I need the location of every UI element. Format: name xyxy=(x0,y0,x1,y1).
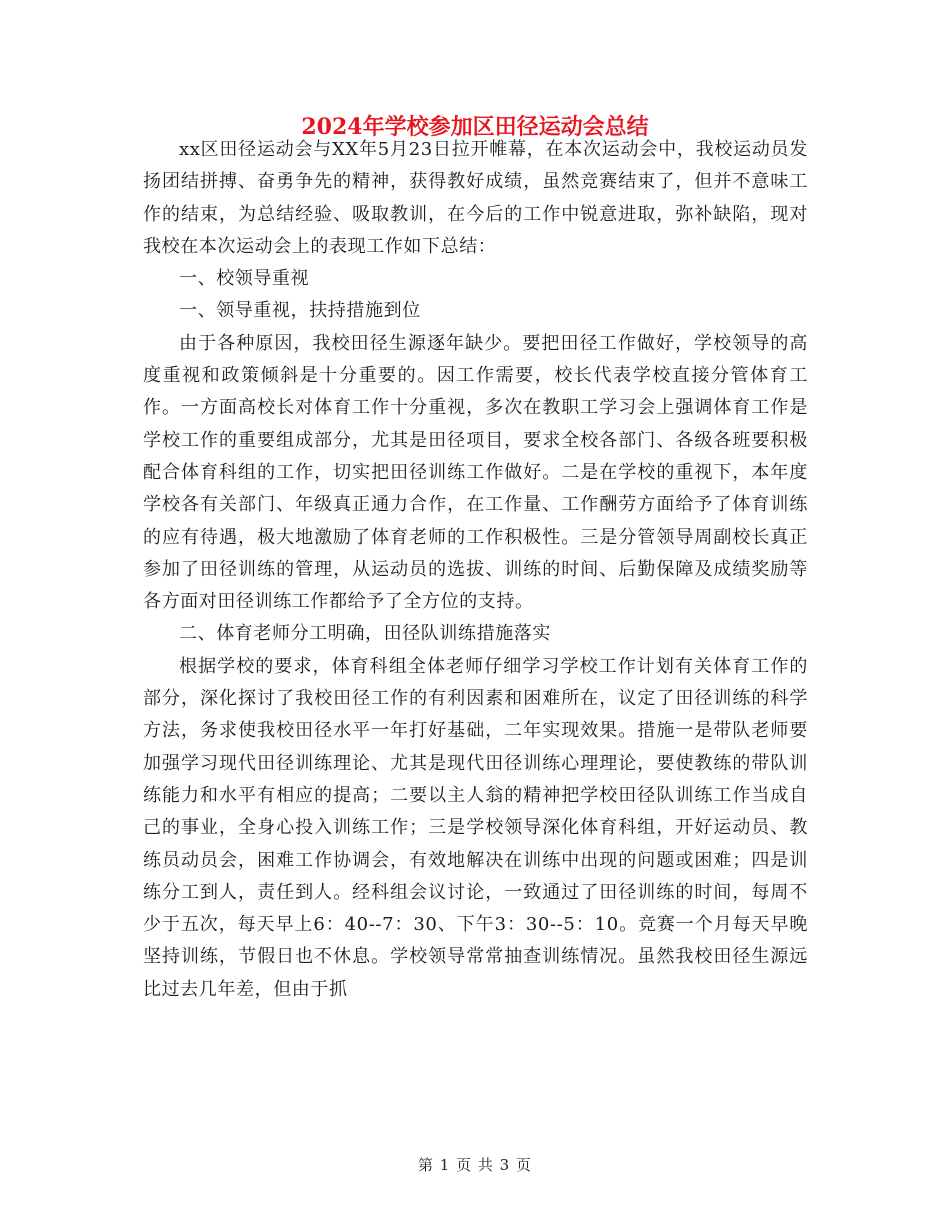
paragraph-intro: xx区田径运动会与XX年5月23日拉开帷幕，在本次运动会中，我校运动员发扬团结拼搏、奋勇争先的精神，获得教好成绩，虽然竞赛结束了，但并不意味工作的结束，为总结经验、吸取教训，在今后的工作中锐意进取，弥补缺陷，现对我校在本次运动会上的表现工作如下总结： xyxy=(143,139,808,257)
page-footer: 第 1 页 共 3 页 xyxy=(418,1156,532,1174)
section-heading-2: 二、体育老师分工明确，田径队训练措施落实 xyxy=(179,623,551,645)
document-body xyxy=(143,134,808,1006)
paragraph-leadership: 由于各种原因，我校田径生源逐年缺少。要把田径工作做好，学校领导的高度重视和政策倾斜是十分重要的。因工作需要，校长代表学校直接分管体育工作。一方面高校长对体育工作十分重视，多次在教职工学习会上强调体育工作是学校工作的重要组成部分，尤其是田径项目，要求全校各部门、各级各班要积极配合体育科组的工作，切实把田径训练工作做好。二是在学校的重视下，本年度学校各有关部门、年级真正通力合作，在工作量、工作酬劳方面给予了体育训练的应有待遇，极大地激励了体育老师的工作积极性。三是分管领导周副校长真正参加了田径训练的管理，从运动员的选拔、训练的时间、后勤保障及成绩奖励等各方面对田径训练工作都给予了全方位的支持。 xyxy=(143,332,808,613)
section-heading-1: 一、校领导重视 xyxy=(179,268,310,290)
subsection-heading-1: 一、领导重视，扶持措施到位 xyxy=(179,300,421,322)
paragraph-training: 根据学校的要求，体育科组全体老师仔细学习学校工作计划有关体育工作的部分，深化探讨了我校田径工作的有利因素和困难所在，议定了田径训练的科学方法，务求使我校田径水平一年打好基础，二年实现效果。措施一是带队老师要加强学习现代田径训练理论、尤其是现代田径训练心理理论，要使教练的带队训练能力和水平有相应的提高；二要以主人翁的精神把学校田径队训练工作当成自己的事业，全身心投入训练工作；三是学校领导深化体育科组，开好运动员、教练员动员会，困难工作协调会，有效地解决在训练中出现的问题或困难；四是训练分工到人，责任到人。经科组会议讨论，一致通过了田径训练的时间，每周不少于五次，每天早上6：40--7：30、下午3：30--5：10。竞赛一个月每天早晚坚持训练，节假日也不休息。学校领导常常抽查训练情况。虽然我校田径生源远比过去几年差，但由于抓 xyxy=(143,655,808,1000)
document-title: 2024年学校参加区田径运动会总结 xyxy=(301,114,649,140)
